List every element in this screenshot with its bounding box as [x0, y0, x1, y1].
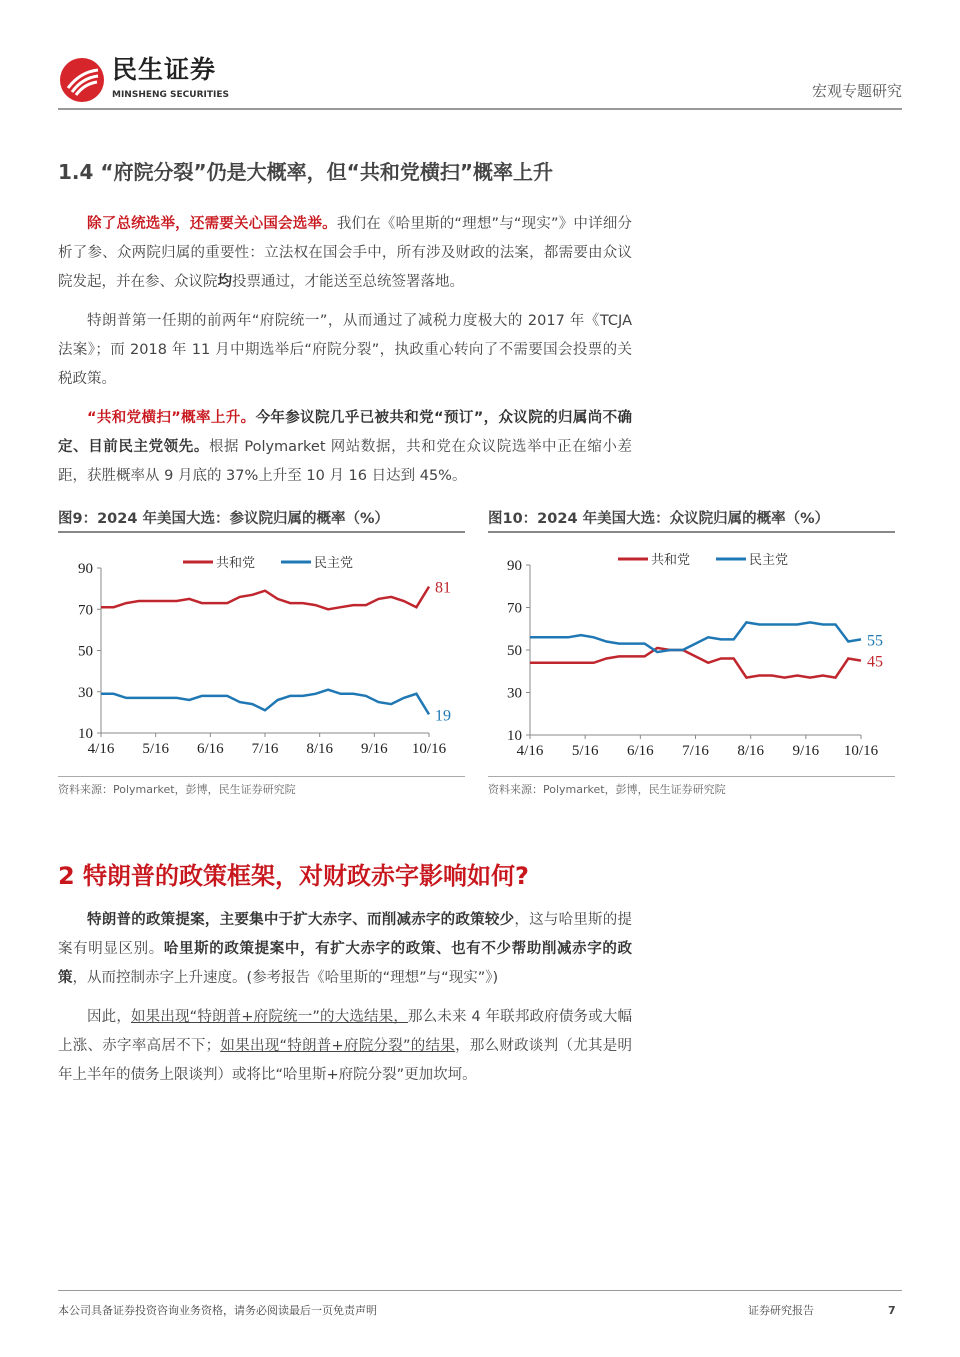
x-tick-label: 6/16 — [196, 741, 224, 757]
page-number: 7 — [888, 1304, 896, 1317]
y-tick-label: 30 — [507, 685, 522, 702]
y-tick-label: 50 — [507, 643, 522, 659]
x-tick-label: 10/16 — [843, 743, 879, 759]
paragraph — [58, 906, 632, 993]
lead: 除了总统选举，还需要关心国会选举。 — [87, 216, 337, 232]
report-type: 证券研究报告 — [748, 1304, 814, 1317]
y-tick-label: 70 — [507, 600, 522, 617]
report-category: 宏观专题研究 — [811, 82, 902, 100]
x-tick-label: 4/16 — [87, 741, 115, 757]
end-value-label: 55 — [867, 632, 883, 650]
x-tick-label: 6/16 — [626, 743, 654, 759]
text: 那么未来 4 年联邦政府债务或大幅上涨、赤字率高居不下； — [58, 1009, 633, 1054]
chart-source: 资料来源：Polymarket，彭博，民生证券研究院 — [58, 776, 465, 797]
logo-text: 民生证券 — [112, 55, 217, 84]
legend-label: 共和党 — [651, 552, 691, 567]
series-line-democrat — [530, 622, 861, 652]
x-tick-label: 4/16 — [516, 743, 544, 759]
chart-title: 图9：2024 年美国大选：参议院归属的概率（%） — [58, 510, 465, 533]
x-tick-label: 9/16 — [360, 741, 388, 757]
paragraph: 特朗普第一任期的前两年“府院统一”，从而通过了减税力度极大的 2017 年《TCJA 法案》；而 2018 年 11 月中期选举后“府院分裂”，执政重心转向了不需要国会投票的关税政策。 — [58, 313, 632, 387]
text-bold: 哈里斯的政策提案中，有扩大赤字的政策、也有不少帮助削减赤字的政策 — [58, 941, 633, 986]
legend-label: 共和党 — [216, 555, 256, 570]
x-tick-label: 9/16 — [792, 743, 820, 759]
chart-title: 图10：2024 年美国大选：众议院归属的概率（%） — [488, 510, 895, 533]
paragraph — [58, 404, 632, 491]
text: 因此， — [87, 1009, 132, 1025]
x-tick-label: 5/16 — [142, 741, 170, 757]
end-value-label: 81 — [435, 579, 451, 597]
senate-chart — [58, 540, 465, 772]
text: 我们在《哈里斯的“理想”与“现实”》中详细分析了参、众两院归属的重要性：立法权在国会手中，所有涉及财政的法案，都需要由众议院发起，并在参、众议院 — [58, 216, 633, 290]
series-line-democrat — [101, 690, 429, 715]
text-bold: 今年参议院几乎已被共和党“预订”，众议院的归属尚不确定、目前民主党领先。 — [58, 410, 632, 455]
text: 投票通过，才能送至总统签署落地。 — [232, 274, 464, 290]
text: ，那么财政谈判（尤其是明年上半年的债务上限谈判）或将比“哈里斯+府院分裂”更加坎坷。 — [58, 1038, 633, 1083]
series-line-republican — [101, 587, 429, 610]
disclaimer: 本公司具备证券投资咨询业务资格，请务必阅读最后一页免责声明 — [58, 1304, 377, 1317]
paragraph — [58, 1003, 632, 1090]
header-divider — [58, 108, 902, 110]
text-underlined: 如果出现“特朗普+府院统一”的大选结果， — [131, 1009, 409, 1025]
text-bold: 均 — [217, 274, 232, 290]
footer-divider — [58, 1290, 902, 1291]
y-tick-label: 50 — [78, 643, 93, 660]
end-value-label: 45 — [867, 653, 883, 671]
text-underlined: 如果出现“特朗普+府院分裂”的结果 — [220, 1038, 456, 1054]
section-title: 1.4 “府院分裂”仍是大概率，但“共和党横扫”概率上升 — [58, 160, 553, 184]
y-tick-label: 30 — [78, 684, 93, 701]
legend-label: 民主党 — [749, 552, 789, 567]
y-tick-label: 90 — [507, 558, 522, 574]
x-tick-label: 5/16 — [571, 743, 599, 759]
x-tick-label: 8/16 — [737, 743, 765, 759]
text: 根据 Polymarket 网站数据，共和党在众议院选举中正在缩小差距，获胜概率从 9 月底的 37%上升至 10 月 16 日达到 45%。 — [58, 439, 633, 484]
section-1 — [58, 158, 632, 501]
y-tick-label: 10 — [507, 728, 522, 744]
series-line-republican — [530, 648, 861, 678]
chart-source: 资料来源：Polymarket，彭博，民生证券研究院 — [488, 776, 895, 797]
text: ，这与哈里斯的提案有明显区别。 — [58, 912, 633, 957]
paragraph — [58, 210, 632, 297]
end-value-label: 19 — [435, 707, 451, 725]
x-tick-label: 7/16 — [682, 743, 709, 759]
text-bold: 特朗普的政策提案，主要集中于扩大赤字、而削减赤字的政策较少 — [87, 912, 515, 928]
x-tick-label: 7/16 — [251, 741, 279, 757]
y-tick-label: 70 — [78, 602, 93, 619]
x-tick-label: 10/16 — [411, 741, 447, 757]
logo-icon — [60, 58, 104, 102]
house-chart — [488, 540, 895, 772]
lead: “共和党横扫”概率上升。 — [87, 410, 256, 426]
section-2 — [58, 860, 632, 1100]
y-tick-label: 10 — [78, 726, 93, 742]
logo-subtext: MINSHENG SECURITIES — [112, 90, 229, 100]
text: ，从而控制赤字上升速度。(参考报告《哈里斯的“理想”与“现实”》) — [72, 970, 499, 986]
y-tick-label: 90 — [78, 561, 93, 577]
legend-label: 民主党 — [314, 555, 354, 570]
x-tick-label: 8/16 — [306, 741, 334, 757]
section-title: 2 特朗普的政策框架，对财政赤字影响如何? — [58, 862, 529, 890]
